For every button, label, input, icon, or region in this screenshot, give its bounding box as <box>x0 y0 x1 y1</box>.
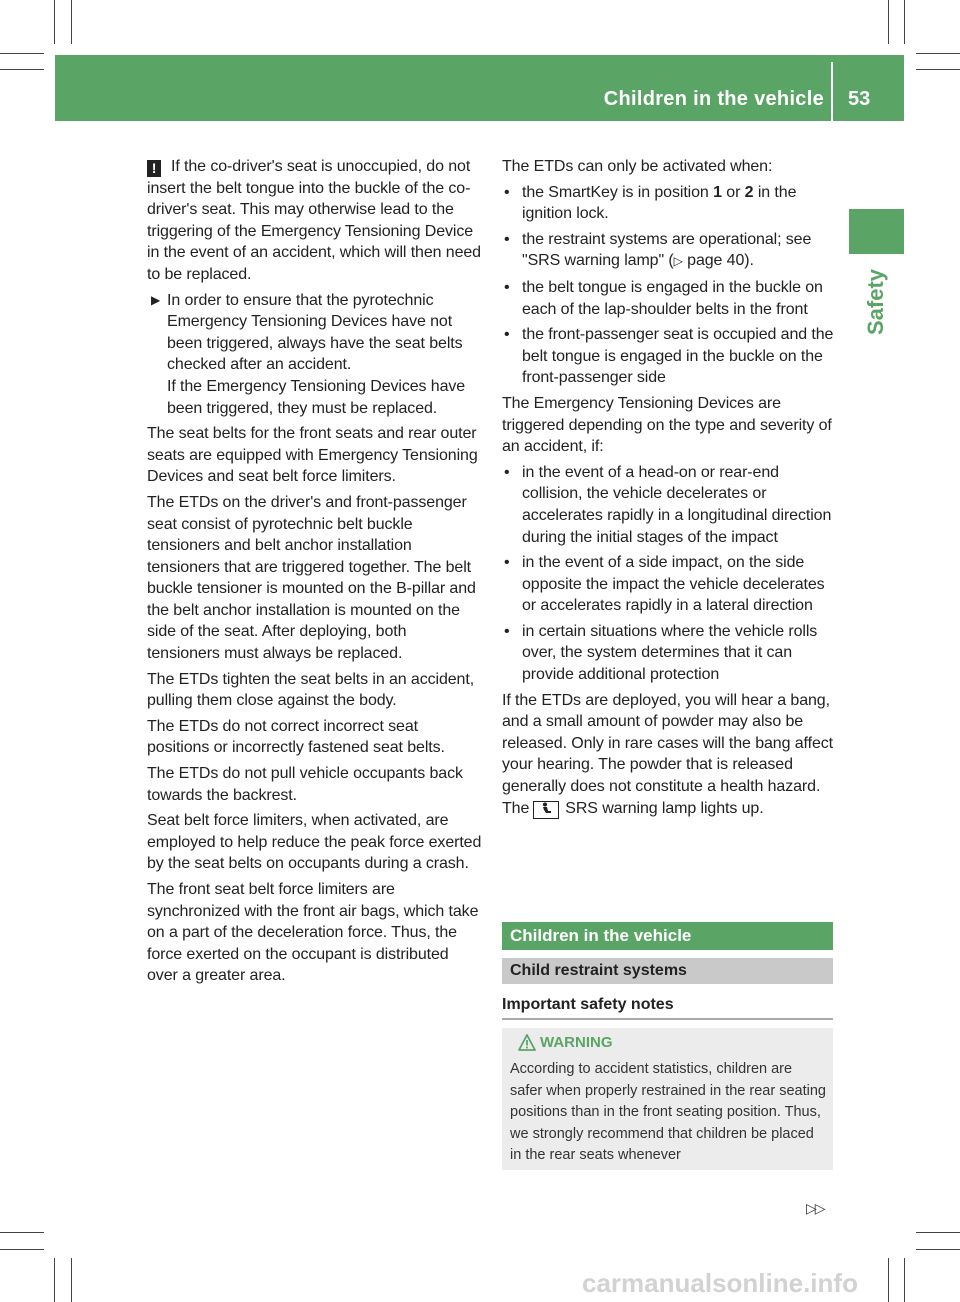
side-tab-marker <box>849 209 904 254</box>
crop-mark <box>54 0 55 44</box>
paragraph-text: SRS warning lamp lights up. <box>565 799 764 817</box>
paragraph-text: If the ETDs are deployed, you will hear a bang, and a small amount of powder may also be released. Only in rare cases will the bang affect your hearing. The powder that is released generally does not constitute a health hazard. The <box>502 691 833 817</box>
page-ref-arrow-icon: ▷ <box>673 254 683 269</box>
action-text: In order to ensure that the pyrotechnic Emergency Tensioning Devices have not been triggered, always have the seat belts checked after an accident. <box>167 291 463 374</box>
left-column <box>147 156 482 991</box>
list-item <box>502 324 835 389</box>
crop-mark <box>71 0 72 44</box>
exclamation-icon: ! <box>147 160 161 177</box>
seated-person-icon <box>539 802 553 816</box>
list-item <box>502 229 835 273</box>
list-text: in the event of a side impact, on the side opposite the impact the vehicle decelerates or accelerates rapidly in a lateral direction <box>522 554 825 615</box>
crop-mark <box>888 0 889 44</box>
crop-mark <box>916 1249 960 1250</box>
list-text: the belt tongue is engaged in the buckle on each of the lap-shoulder belts in the front <box>522 278 823 318</box>
watermark: carmanualsonline.info <box>582 1268 858 1298</box>
subsubsection-heading: Important safety notes <box>502 996 674 1013</box>
crop-mark <box>0 1232 44 1233</box>
list-item <box>502 182 835 225</box>
paragraph: The ETDs on the driver's and front-passenger seat consist of pyrotechnic belt buckle tensioners and belt anchor installation tensioners that are triggered together. The belt buckle tensioner is mounted on the B-pillar and the belt anchor installation is mounted on the side of the seat. After deploying, both tensioners must always be replaced. <box>147 493 476 663</box>
crop-mark <box>71 1258 72 1302</box>
paragraph: The ETDs tighten the seat belts in an accident, pulling them close against the body. <box>147 670 475 710</box>
list-text: in certain situations where the vehicle rolls over, the system determines that it can provide additional protection <box>522 622 818 684</box>
warning-title: WARNING <box>540 1034 613 1051</box>
page-number: 53 <box>848 88 871 110</box>
bullet: • <box>504 230 510 248</box>
list-item <box>502 621 835 686</box>
list-item <box>502 552 835 617</box>
crop-mark <box>0 53 44 54</box>
crop-mark <box>54 1258 55 1302</box>
list-text: the SmartKey is in position <box>522 183 709 201</box>
list-item <box>502 462 835 548</box>
warning-triangle-icon <box>518 1034 536 1051</box>
srs-warning-lamp-icon <box>533 801 559 819</box>
action-arrow-icon: ▶ <box>151 292 161 307</box>
paragraph: The Emergency Tensioning Devices are triggered depending on the type and severity of an accident, if: <box>502 394 832 456</box>
heading-rule <box>502 1018 833 1020</box>
crop-mark <box>904 0 905 44</box>
crop-mark <box>0 69 44 70</box>
note-text: If the co-driver's seat is unoccupied, do not insert the belt tongue into the buckle of the co-driver's seat. This may otherwise lead to the triggering of the Emergency Tensioning Device in the event of an accident, which will then need to be replaced. <box>147 158 481 283</box>
paragraph: Seat belt force limiters, when activated, are employed to help reduce the peak force exerted by the seat belts on occupants during a crash. <box>147 812 482 873</box>
crop-mark <box>0 1249 44 1250</box>
list-text: the front-passenger seat is occupied and the belt tongue is engaged in the buckle on the front-passenger side <box>522 326 834 387</box>
action-text-2: If the Emergency Tensioning Devices have been triggered, they must be replaced. <box>167 377 466 417</box>
list-text: in the event of a head-on or rear-end collision, the vehicle decelerates or accelerates rapidly in a longitudinal direction during the initial stages of the impact <box>522 463 832 546</box>
header-title: Children in the vehicle <box>603 88 824 110</box>
crop-mark <box>916 53 960 54</box>
position-value: 1 <box>713 183 722 201</box>
bullet: • <box>504 554 510 572</box>
continued-marker: ▷▷ <box>806 1200 824 1216</box>
warning-text: According to accident statistics, children are safer when properly restrained in the rear seating positions than in the front seating position. Thus, we strongly recommend that children be placed in the rear seats whenever <box>510 1061 826 1163</box>
note-block <box>147 156 482 286</box>
paragraph: The ETDs do not pull vehicle occupants back towards the backrest. <box>147 765 463 804</box>
page-ref-link[interactable]: page 40). <box>687 252 754 270</box>
position-value: 2 <box>744 183 754 201</box>
section-heading: Children in the vehicle <box>502 922 833 950</box>
right-column <box>502 156 835 823</box>
bullet: • <box>504 326 510 344</box>
list-text: or <box>726 183 741 201</box>
bullet: • <box>504 463 510 481</box>
header-divider <box>831 62 833 121</box>
side-tab-text: Safety <box>863 268 888 336</box>
crop-mark <box>888 1258 889 1302</box>
list-item <box>502 277 835 320</box>
subsection-heading: Child restraint systems <box>502 958 833 984</box>
paragraph: The seat belts for the front seats and rear outer seats are equipped with Emergency Tensioning Devices and seat belt force limiters. <box>147 425 478 486</box>
crop-mark <box>904 1258 905 1302</box>
bullet: • <box>504 183 510 201</box>
side-tab-label <box>848 260 904 340</box>
bullet: • <box>504 278 510 296</box>
bullet: • <box>504 622 510 640</box>
crop-mark <box>916 69 960 70</box>
paragraph <box>502 690 835 820</box>
action-item <box>147 290 482 420</box>
paragraph: The ETDs can only be activated when: <box>502 158 773 175</box>
paragraph: The ETDs do not correct incorrect seat positions or incorrectly fastened seat belts. <box>147 717 445 757</box>
list-text: the restraint systems are operational; see "SRS warning lamp" ( <box>522 230 812 270</box>
crop-mark <box>916 1232 960 1233</box>
list-text: in the ignition lock. <box>522 183 797 223</box>
paragraph: The front seat belt force limiters are synchronized with the front air bags, which take on a part of the deceleration force. Thus, the force exerted on the occupant is distributed over a greater area. <box>147 881 479 985</box>
